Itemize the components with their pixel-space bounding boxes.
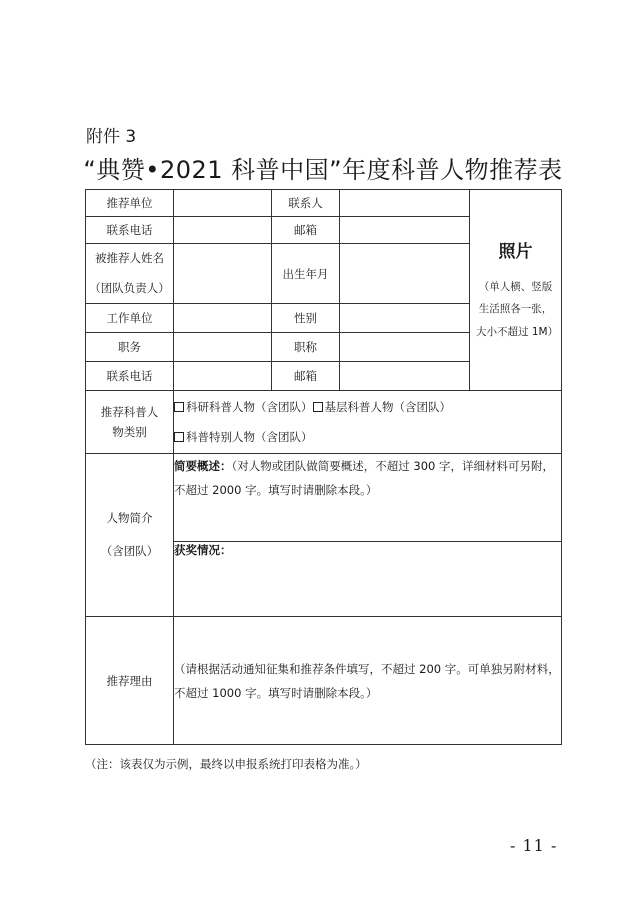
label-email-2: 邮箱: [272, 362, 340, 391]
label-gender: 性别: [272, 304, 340, 333]
photo-title: 照片: [498, 241, 533, 262]
label-contact-phone: 联系电话: [86, 217, 174, 244]
label-reason: 推荐理由: [86, 617, 174, 745]
summary-instructions: （对人物或团队做简要概述，不超过 300 字，详细材料可另附，不超过 2000 字。填写时请删除本段。）: [174, 459, 555, 497]
field-email[interactable]: [340, 217, 470, 244]
label-work-unit: 工作单位: [86, 304, 174, 333]
field-contact-phone-2[interactable]: [174, 362, 272, 391]
form-title: “典赞•2021 科普中国”年度科普人物推荐表: [83, 156, 563, 184]
profile-sub-text: （含团队）: [100, 544, 159, 558]
nomination-form: [85, 189, 562, 745]
field-nominee-name[interactable]: [174, 244, 272, 304]
team-leader-text: （团队负责人）: [89, 280, 170, 295]
label-contact-person: 联系人: [272, 190, 340, 217]
field-work-unit[interactable]: [174, 304, 272, 333]
field-contact-person[interactable]: [340, 190, 470, 217]
checkbox-icon[interactable]: [174, 402, 184, 412]
field-birth-date[interactable]: [340, 244, 470, 304]
field-summary[interactable]: [174, 454, 562, 542]
label-profile: [86, 454, 174, 617]
field-email-2[interactable]: [340, 362, 470, 391]
field-title-rank[interactable]: [340, 333, 470, 362]
label-title-rank: 职称: [272, 333, 340, 362]
page-number: - 11 -: [510, 836, 558, 855]
option-research[interactable]: 科研科普人物（含团队）: [174, 400, 313, 414]
footer-note: （注：该表仅为示例，最终以申报系统打印表格为准。）: [85, 757, 367, 771]
checkbox-icon[interactable]: [174, 432, 184, 442]
summary-lead: 简要概述：: [174, 459, 232, 473]
label-category: 推荐科普人物类别: [86, 391, 174, 454]
option-special[interactable]: 科普特别人物（含团队）: [174, 430, 313, 444]
awards-label: 获奖情况：: [174, 543, 232, 557]
field-gender[interactable]: [340, 304, 470, 333]
label-email: 邮箱: [272, 217, 340, 244]
field-contact-phone[interactable]: [174, 217, 272, 244]
field-awards[interactable]: [174, 542, 562, 617]
field-reason[interactable]: [174, 617, 562, 745]
category-options: [174, 391, 562, 454]
photo-cell[interactable]: [470, 190, 562, 391]
label-nominee-name: [86, 244, 174, 304]
checkbox-icon[interactable]: [313, 402, 323, 412]
option-grassroots[interactable]: 基层科普人物（含团队）: [313, 400, 452, 414]
photo-note: （单人横、竖版生活照各一张，大小不超过 1M）: [476, 280, 559, 338]
field-position[interactable]: [174, 333, 272, 362]
reason-instructions: （请根据活动通知征集和推荐条件填写，不超过 200 字。可单独另附材料，不超过 1000 字。填写时请删除本段。）: [174, 661, 560, 700]
nominee-name-text: 被推荐人姓名: [95, 251, 164, 265]
label-position: 职务: [86, 333, 174, 362]
field-recommending-unit[interactable]: [174, 190, 272, 217]
label-contact-phone-2: 联系电话: [86, 362, 174, 391]
attachment-label: 附件 3: [86, 127, 137, 147]
label-birth-date: 出生年月: [272, 244, 340, 304]
label-recommending-unit: 推荐单位: [86, 190, 174, 217]
profile-text: 人物简介: [106, 510, 153, 525]
